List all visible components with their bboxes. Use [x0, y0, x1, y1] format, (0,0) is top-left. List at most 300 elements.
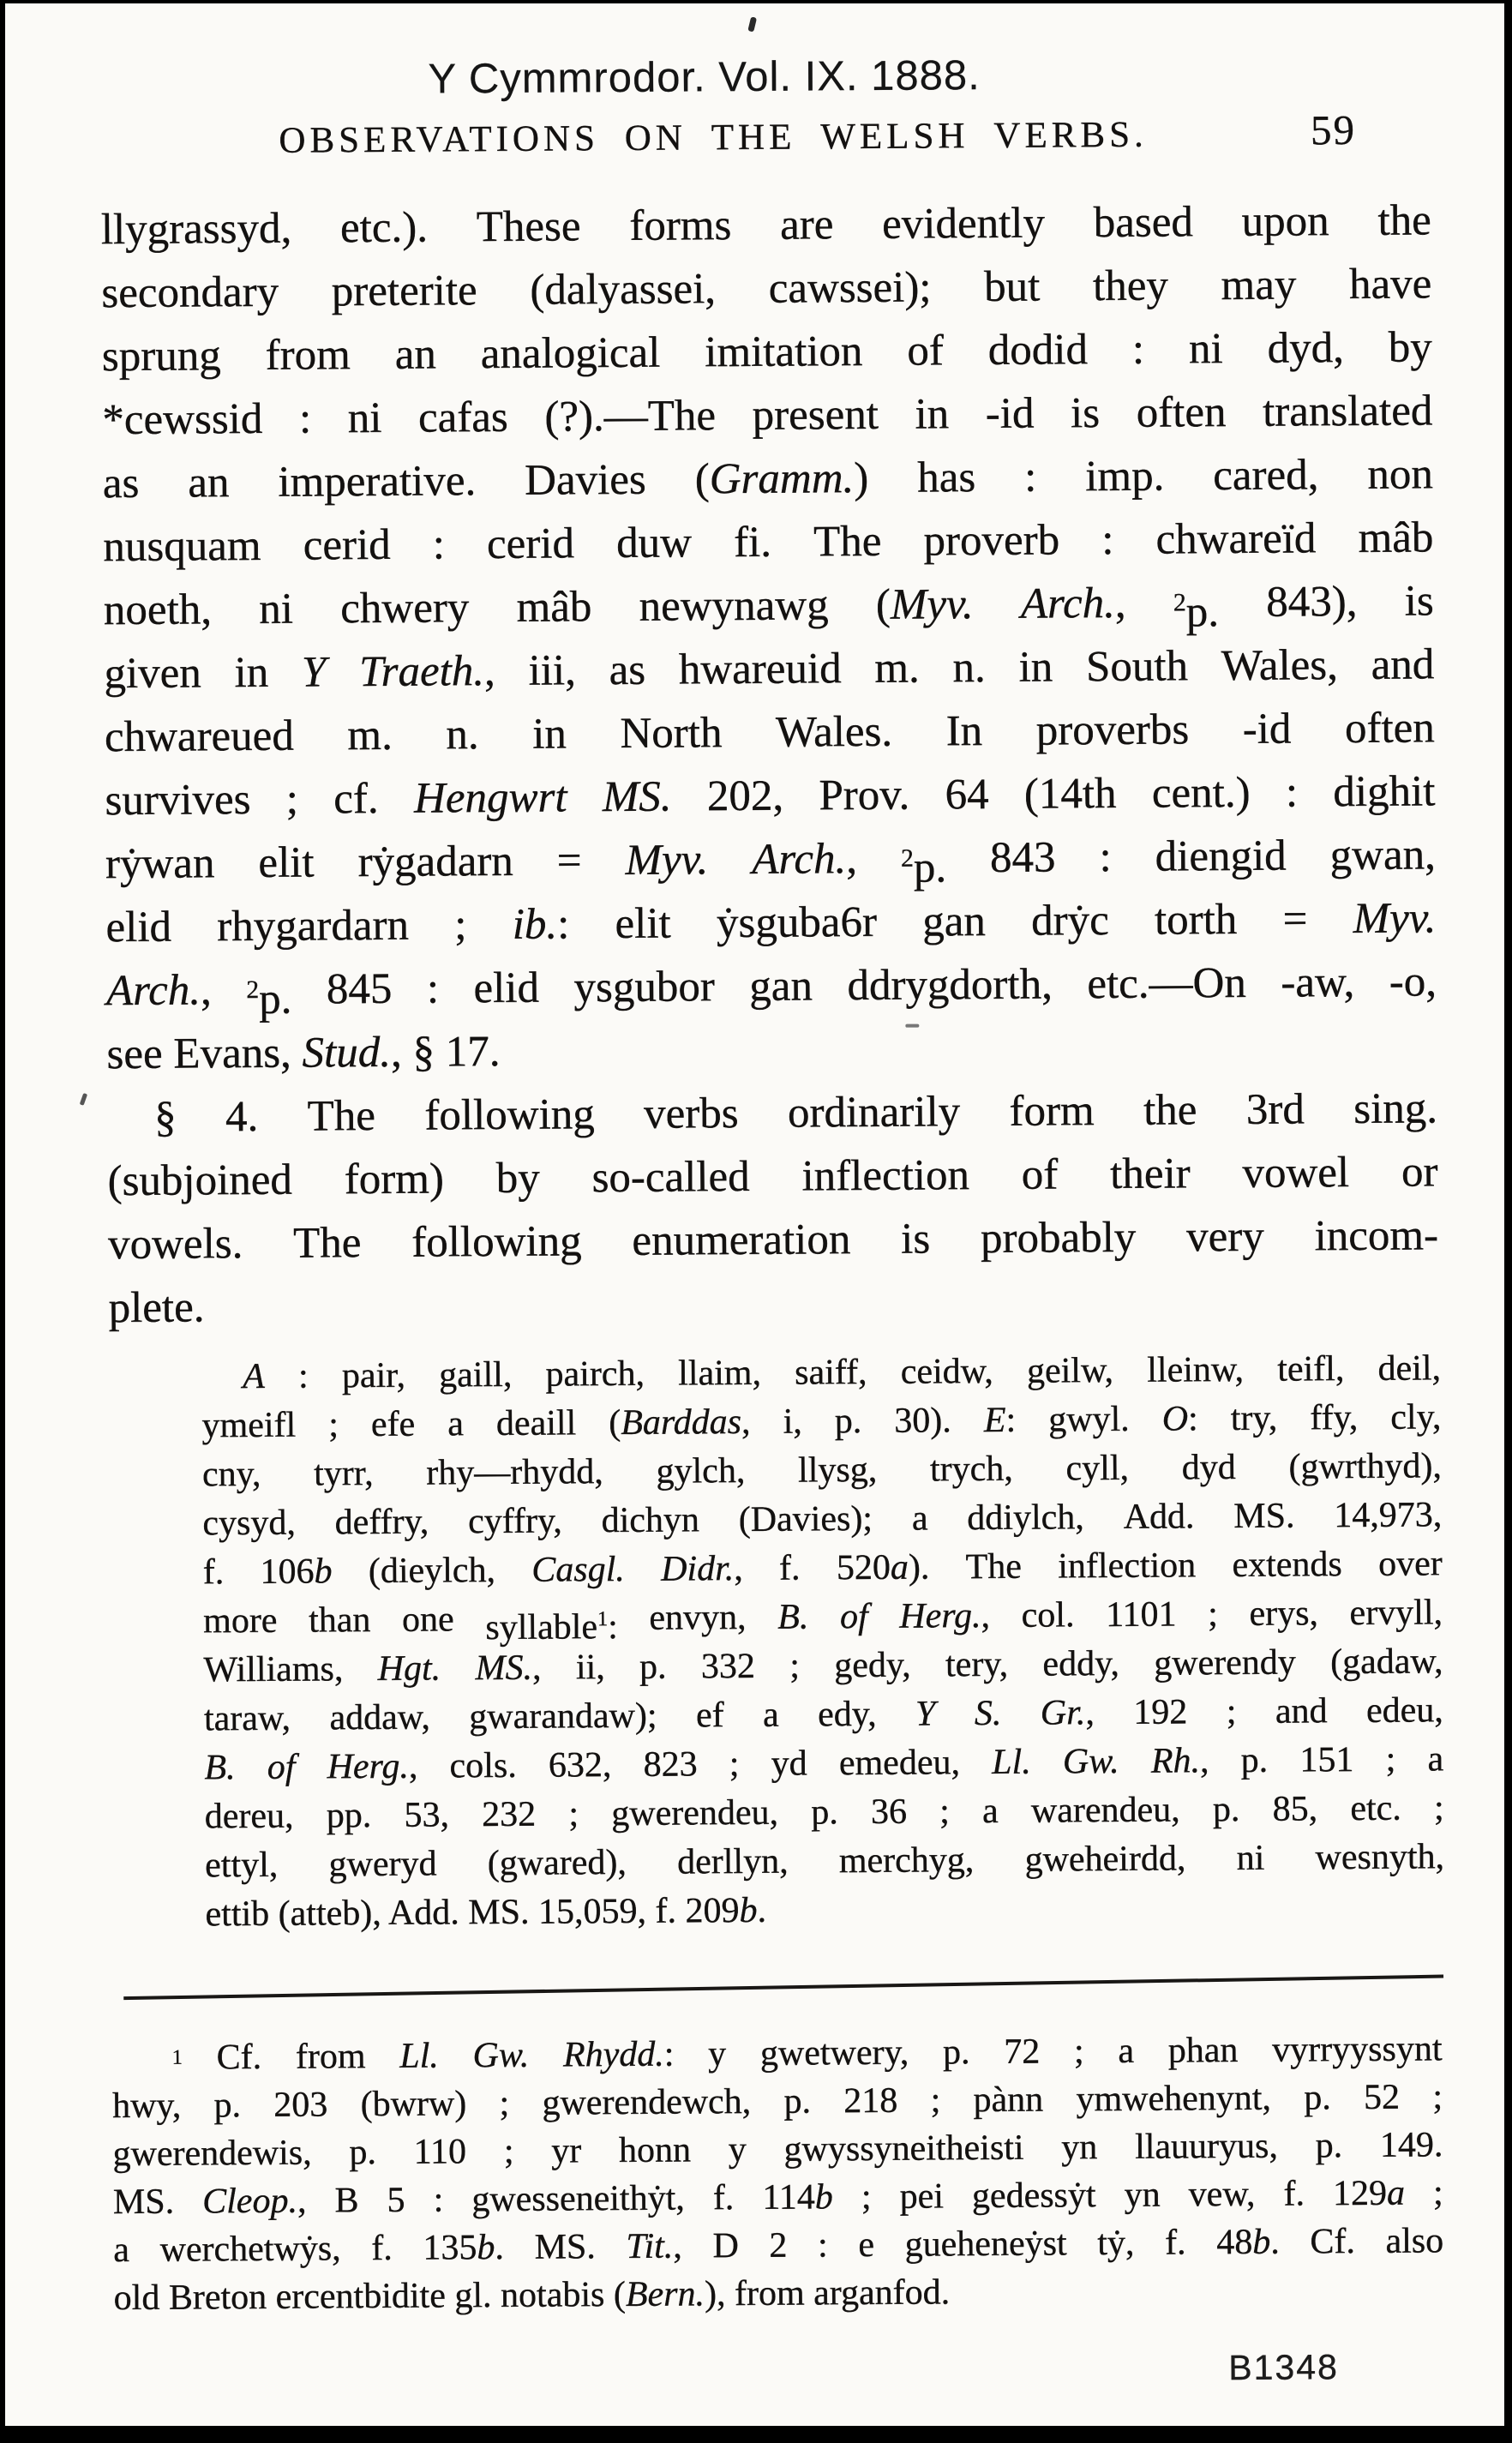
word	[258, 831, 315, 895]
text-run: 192	[1133, 1692, 1188, 1732]
word	[818, 1690, 877, 1739]
word	[102, 324, 221, 388]
word	[113, 2226, 129, 2274]
word	[795, 1348, 867, 1398]
text-run: cared,	[1213, 451, 1319, 501]
text-run: duw	[615, 519, 693, 568]
word	[103, 452, 140, 515]
word	[1165, 2218, 1186, 2266]
text-run: gwerendewis,	[112, 2133, 312, 2175]
word	[1009, 1079, 1095, 1143]
word	[1427, 1735, 1443, 1784]
word	[783, 2077, 811, 2125]
word	[776, 700, 893, 765]
word	[1132, 318, 1145, 381]
word	[394, 323, 436, 387]
text-line	[202, 1442, 1442, 1499]
word	[1434, 1784, 1444, 1833]
word	[293, 1211, 362, 1276]
word	[347, 704, 393, 767]
word	[496, 1399, 577, 1449]
text-run: 2	[246, 975, 260, 1005]
word	[992, 1738, 1031, 1787]
text-run: the	[1143, 1086, 1197, 1135]
text-run: 85,	[1272, 1789, 1318, 1829]
text-run: rhy—rhydd,	[426, 1452, 603, 1493]
text-run: torth	[1154, 895, 1238, 945]
word	[922, 890, 986, 954]
word	[332, 259, 477, 323]
text-run: cerid	[486, 519, 575, 569]
word	[557, 829, 582, 892]
word	[1315, 2122, 1342, 2170]
text-run: given	[104, 649, 201, 699]
text-run: is	[1404, 577, 1434, 626]
word	[1101, 508, 1114, 572]
text-run: MS.	[534, 2227, 596, 2267]
word	[984, 255, 1041, 319]
text-run: erys,	[1249, 1594, 1319, 1634]
text-run: 110	[413, 2132, 467, 2172]
text-run: Hengwrt	[413, 773, 567, 823]
text-run: in	[532, 710, 567, 759]
text-run: 72	[1004, 2032, 1041, 2072]
text-run: hwy,	[111, 2086, 182, 2127]
text-run: taraw,	[203, 1698, 291, 1739]
word	[1162, 1395, 1198, 1444]
word	[530, 257, 716, 322]
word	[975, 1690, 1002, 1738]
text-run: :	[1131, 325, 1145, 374]
text-run: Myv.	[625, 836, 709, 885]
text-run: ,	[846, 835, 858, 884]
word	[1371, 633, 1434, 697]
word	[615, 892, 671, 956]
text-run: :	[1101, 515, 1114, 565]
text-run: Rh.	[1150, 1741, 1201, 1781]
text-line	[204, 1686, 1443, 1744]
word	[729, 2126, 747, 2174]
word	[915, 1690, 936, 1738]
word	[1133, 1688, 1187, 1737]
word	[525, 448, 646, 513]
word	[739, 1495, 873, 1545]
main-text-block	[101, 189, 1439, 1340]
word	[545, 1350, 645, 1400]
word	[625, 828, 708, 892]
word	[1282, 887, 1307, 951]
text-run: p.	[811, 1792, 838, 1833]
word	[907, 319, 944, 382]
text-run: based	[1093, 198, 1194, 248]
word	[472, 2032, 529, 2080]
word	[204, 1744, 236, 1792]
text-run: y	[728, 2130, 747, 2170]
text-run: tẏ,	[1097, 2223, 1135, 2264]
word	[1275, 1687, 1328, 1736]
word	[108, 1212, 243, 1276]
word	[528, 639, 576, 702]
text-run: Cleop.	[201, 2181, 298, 2222]
text-run: 845	[326, 964, 393, 1014]
text-run: b	[814, 2177, 834, 2218]
word	[106, 958, 212, 1023]
word	[378, 1645, 441, 1695]
text-run: a	[1118, 2031, 1135, 2071]
text-run: (	[609, 1403, 621, 1444]
text-run: llauuryus,	[1134, 2126, 1279, 2167]
word	[402, 1595, 454, 1644]
text-run: Ll.	[992, 1742, 1031, 1783]
text-run: chwery	[340, 584, 470, 633]
word	[357, 830, 513, 894]
text-run: vew,	[1188, 2174, 1256, 2215]
text-run: y	[708, 2034, 727, 2074]
word	[468, 1498, 562, 1547]
word	[915, 382, 949, 446]
word	[789, 1642, 800, 1691]
text-run: pànn	[973, 2080, 1044, 2121]
word	[1378, 1540, 1443, 1589]
text-run: warendeu,	[1030, 1790, 1180, 1831]
word	[531, 1546, 625, 1595]
text-run: 30).	[894, 1401, 951, 1441]
word	[952, 636, 986, 699]
word	[225, 1085, 259, 1149]
word	[347, 387, 381, 450]
text-run: 14,973,	[1334, 1495, 1443, 1536]
word	[777, 1594, 809, 1642]
text-run: ervyll,	[1349, 1593, 1443, 1634]
word	[1364, 2074, 1400, 2122]
text-run: D	[712, 2226, 739, 2266]
word	[447, 1400, 464, 1449]
word	[707, 765, 784, 829]
word	[426, 1448, 603, 1498]
text-run: These	[476, 202, 581, 252]
word	[404, 1791, 449, 1840]
text-run: ,	[408, 1746, 418, 1786]
text-run: yn	[1061, 2128, 1098, 2168]
word	[701, 1642, 755, 1691]
text-run: :	[817, 2225, 828, 2266]
text-run: 151	[1299, 1740, 1354, 1780]
word	[328, 1401, 339, 1450]
text-run: vyrryyssynt	[1272, 2029, 1443, 2070]
word	[1018, 635, 1053, 699]
word	[818, 2221, 828, 2269]
text-run: 2	[769, 2225, 788, 2266]
text-run: deaill	[495, 1403, 577, 1444]
text-run: B.	[777, 1597, 809, 1637]
ink-speck	[905, 1024, 919, 1028]
word	[901, 826, 947, 890]
text-run: Ll.	[399, 2036, 439, 2076]
text-run: ni	[1188, 325, 1223, 374]
text-run: cerid	[303, 520, 391, 570]
text-run: mâb	[516, 583, 592, 632]
word	[105, 705, 294, 770]
word	[1299, 1736, 1353, 1785]
word	[203, 1548, 225, 1597]
text-run: diengid	[1155, 831, 1287, 881]
text-run: gwerendewch,	[542, 2081, 752, 2123]
word	[234, 641, 268, 705]
text-run: 1	[171, 2045, 183, 2069]
text-run: -id	[985, 389, 1035, 439]
word	[399, 2032, 439, 2080]
text-run: ;	[568, 1794, 579, 1834]
word	[639, 573, 828, 639]
word	[296, 2032, 366, 2081]
word	[104, 578, 213, 642]
word	[1027, 1347, 1113, 1396]
text-run: Davies	[524, 455, 646, 505]
text-run: gedessẏt	[971, 2176, 1096, 2217]
text-run: p.	[942, 2032, 970, 2073]
text-run: In	[945, 707, 983, 756]
word	[988, 318, 1089, 382]
word	[1281, 951, 1354, 1015]
word	[1286, 760, 1299, 824]
text-run: MS.	[1233, 1496, 1295, 1537]
word	[487, 512, 574, 576]
text-line	[108, 1267, 1438, 1340]
text-run: ,	[981, 1596, 991, 1636]
text-run: ;	[1433, 1788, 1444, 1828]
text-run: b	[314, 1552, 333, 1592]
text-run: MS.	[112, 2182, 175, 2223]
word	[286, 768, 299, 831]
word	[1385, 2217, 1443, 2265]
word	[643, 1740, 697, 1789]
word	[202, 1499, 296, 1549]
word	[446, 703, 479, 766]
text-run: (gwrthyd),	[1288, 1446, 1443, 1487]
text-run: a	[890, 1547, 909, 1588]
text-run: Cf.	[1310, 2222, 1356, 2262]
text-run: of	[907, 327, 945, 375]
text-run: p.	[213, 2086, 242, 2126]
text-run: is	[900, 1215, 931, 1264]
word	[273, 2080, 327, 2128]
text-run: f.	[1164, 2223, 1186, 2263]
word	[632, 1208, 850, 1273]
word	[1031, 1786, 1180, 1835]
text-run: nusquam	[103, 521, 261, 572]
text-run: 2	[900, 844, 914, 873]
text-run: ,	[673, 2226, 682, 2266]
word	[102, 387, 262, 452]
word	[609, 639, 645, 702]
text-run: proverbs	[1035, 705, 1190, 755]
text-run: but	[983, 262, 1041, 312]
text-run: Herg.	[899, 1596, 981, 1636]
word	[1221, 633, 1339, 698]
text-run: trych,	[929, 1449, 1013, 1490]
text-line	[106, 950, 1437, 1023]
text-line	[203, 1637, 1443, 1695]
word	[1168, 2026, 1239, 2075]
text-run: ;	[789, 1646, 801, 1686]
text-run: B	[334, 2181, 359, 2221]
text-run: Herg.	[327, 1746, 410, 1787]
text-run: eddy,	[1042, 1643, 1120, 1684]
text-run: analogical	[480, 328, 661, 379]
text-run: iii,	[528, 646, 577, 695]
word	[1267, 316, 1344, 381]
text-run: form)	[344, 1155, 445, 1204]
word	[328, 1840, 436, 1890]
text-run: ;	[930, 2080, 941, 2121]
word	[1349, 1588, 1443, 1638]
word	[871, 1788, 907, 1837]
text-run: cols.	[449, 1745, 517, 1786]
text-run: Arch.	[752, 835, 847, 884]
word	[1345, 696, 1435, 760]
word	[1310, 1394, 1358, 1443]
text-run: wesnyth,	[1315, 1837, 1445, 1878]
word	[874, 637, 920, 700]
text-run: (dieylch,	[368, 1551, 496, 1592]
word	[1063, 1738, 1119, 1786]
word	[591, 1145, 750, 1209]
word	[1123, 1492, 1194, 1542]
word	[930, 1445, 1013, 1495]
word	[349, 2128, 376, 2176]
word	[327, 1743, 417, 1792]
text-run: hwareuid	[678, 645, 842, 694]
word	[945, 763, 989, 826]
word	[1152, 761, 1251, 825]
text-run: in	[915, 390, 950, 439]
word	[763, 1691, 779, 1740]
text-line	[105, 759, 1435, 832]
text-run: n.	[446, 711, 479, 759]
word	[1182, 1444, 1236, 1492]
text-run: A	[243, 1356, 266, 1397]
text-run: ordinarily	[787, 1088, 961, 1137]
text-run: chwareïd	[1155, 514, 1317, 564]
quoted-list-block	[201, 1344, 1445, 1939]
text-run: .	[1270, 2222, 1280, 2262]
word	[568, 1790, 579, 1839]
word	[760, 2029, 909, 2078]
word	[1031, 889, 1109, 953]
word	[1155, 507, 1316, 571]
text-run: as	[102, 459, 140, 508]
text-run: pairch,	[545, 1354, 645, 1395]
word	[798, 1446, 878, 1496]
journal-title: Y Cymmrodor. Vol. IX. 1888.	[428, 52, 981, 103]
text-run: fi.	[733, 518, 772, 567]
word	[414, 765, 567, 830]
text-run: b	[1252, 2222, 1271, 2262]
word	[544, 384, 716, 448]
text-run: try,	[1230, 1398, 1278, 1439]
text-run: 64	[945, 771, 989, 819]
word	[202, 2177, 307, 2226]
text-run: 2	[1173, 589, 1186, 617]
text-run: vowels.	[107, 1220, 243, 1270]
text-run: dodid	[987, 326, 1089, 375]
word	[217, 894, 409, 959]
word	[105, 896, 171, 960]
text-run: (14th	[1023, 769, 1117, 819]
text-line	[107, 1140, 1437, 1213]
word	[717, 891, 877, 955]
text-line	[104, 569, 1434, 642]
text-run: ,	[741, 1402, 751, 1443]
word	[734, 511, 771, 574]
word	[1058, 1541, 1196, 1591]
text-run: teifl,	[1277, 1349, 1345, 1390]
text-run: m.	[347, 711, 393, 760]
text-run: p.	[639, 1647, 667, 1687]
text-run: geilw,	[1026, 1351, 1114, 1391]
text-run: imitation	[705, 327, 863, 377]
text-run: sing.	[1353, 1084, 1438, 1134]
text-run: (gwared),	[487, 1842, 627, 1884]
text-run: envyn,	[649, 1598, 747, 1638]
word	[939, 1787, 950, 1836]
text-run: ib.	[512, 900, 558, 949]
word	[1041, 1689, 1095, 1738]
text-run: 4.	[225, 1092, 259, 1142]
word	[439, 1351, 513, 1401]
text-run: vowel	[1242, 1149, 1350, 1197]
text-line	[204, 1735, 1443, 1792]
word	[1333, 2170, 1405, 2218]
text-run: sprung	[101, 332, 221, 381]
text-run: p.	[1240, 1740, 1269, 1780]
text-run: n.	[952, 644, 987, 693]
word	[1087, 951, 1246, 1016]
text-run: ;	[1432, 2173, 1443, 2213]
word	[105, 831, 215, 896]
text-run: gwyssyneitheisti	[783, 2128, 1024, 2170]
text-run: Barddas	[621, 1402, 742, 1444]
word	[504, 2128, 514, 2176]
word	[901, 1208, 931, 1271]
word	[1314, 1203, 1438, 1268]
text-run: present	[752, 390, 879, 440]
text-run: elit	[615, 899, 671, 949]
word	[1272, 1785, 1317, 1834]
text-run: 5	[387, 2180, 405, 2220]
word	[1074, 2027, 1084, 2075]
text-line	[102, 315, 1432, 388]
word	[1004, 2028, 1040, 2076]
text-run: drẏc	[1030, 897, 1109, 945]
text-run: 135	[423, 2228, 477, 2268]
word	[1093, 255, 1168, 319]
text-run: addaw,	[329, 1697, 431, 1738]
text-run: chwareued	[104, 711, 295, 762]
text-run: cyll,	[1065, 1448, 1130, 1489]
word	[1151, 1737, 1209, 1786]
text-line	[113, 2217, 1443, 2274]
text-run: Stud.	[302, 1028, 392, 1077]
word	[243, 1353, 265, 1402]
word	[1385, 1736, 1395, 1785]
word	[213, 2081, 241, 2129]
word	[542, 2078, 751, 2128]
text-run: one	[401, 1600, 454, 1640]
word	[1076, 2074, 1271, 2124]
word	[418, 386, 508, 450]
word	[768, 255, 931, 320]
